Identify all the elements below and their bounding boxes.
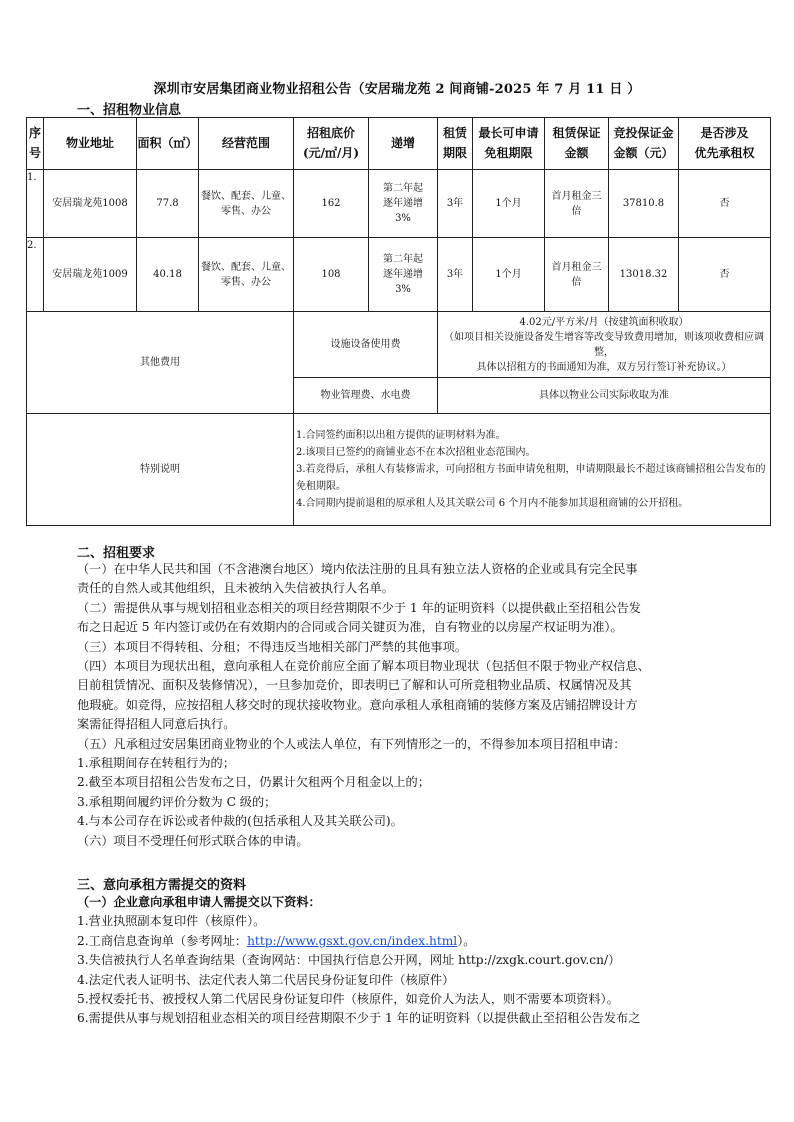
mgmt-fee-label: 物业管理费、水电费 xyxy=(294,378,438,414)
paragraph-line: 3.失信被执行人名单查询结果（查询网站：中国执行信息公开网，网址 http://zxgk.court.gov.cn/） xyxy=(77,953,621,968)
row-bid-deposit: 37810.8 xyxy=(609,170,679,238)
row-term: 3年 xyxy=(438,170,473,238)
paragraph-line: （一）在中华人民共和国（不含港澳台地区）境内依法注册的且具有独立法人资格的企业或具有完全民事 xyxy=(77,562,638,576)
row-deposit: 首月租金三 倍 xyxy=(545,238,609,312)
paragraph-line: （三）本项目不得转租、分租；不得违反当地相关部门严禁的其他事项。 xyxy=(77,639,467,654)
section-2-heading: 二、招租要求 xyxy=(77,546,156,561)
facility-fee-label: 设施设备使用费 xyxy=(294,312,438,378)
header-base-price: 招租底价 (元/㎡/月) xyxy=(294,118,369,170)
special-notes-label: 特别说明 xyxy=(27,414,294,526)
row-area: 40.18 xyxy=(137,238,199,312)
note-item: 2.该项目已签约的商铺业态不在本次招租业态范围内。 xyxy=(296,447,536,458)
other-fees-label: 其他费用 xyxy=(27,312,294,414)
table-row xyxy=(27,170,771,238)
row-scope: 餐饮、配套、儿童、 零售、办公 xyxy=(199,170,294,238)
paragraph-line: 责任的自然人或其他组织，且未被纳入失信被执行人名单。 xyxy=(77,581,394,596)
header-address: 物业地址 xyxy=(44,118,137,170)
paragraph-line: 4.法定代表人证明书、法定代表人第二代居民身份证复印件（核原件） xyxy=(77,972,455,987)
section-3-subheading: （一）企业意向承租申请人需提交以下资料： xyxy=(77,895,321,909)
row-free-period: 1个月 xyxy=(473,238,545,312)
row-address: 安居瑞龙苑1008 xyxy=(44,170,137,238)
row-bid-deposit: 13018.32 xyxy=(609,238,679,312)
mgmt-fee-value: 具体以物业公司实际收取为准 xyxy=(438,378,771,414)
paragraph-line: 5.授权委托书、被授权人第二代居民身份证复印件（核原件，如竞价人为法人，则不需要本项资料）。 xyxy=(77,992,619,1007)
paragraph-line: 6.需提供从事与规划招租业态相关的项目经营期限不少于 1 年的证明资料（以提供截止至招租公告发布之 xyxy=(77,1011,641,1026)
row-seq: 2. xyxy=(27,238,44,312)
header-deposit: 租赁保证 金额 xyxy=(545,118,609,170)
section-3-heading: 三、意向承租方需提交的资料 xyxy=(77,878,247,893)
gsxt-link[interactable]: http://www.gsxt.gov.cn/index.html xyxy=(247,933,458,948)
section-2-body xyxy=(77,560,757,851)
paragraph-line: 1.营业执照副本复印件（核原件）。 xyxy=(77,914,266,929)
section-1-heading: 一、招租物业信息 xyxy=(77,103,182,118)
paragraph-line: （二）需提供从事与规划招租业态相关的项目经营期限不少于 1 年的证明资料（以提供截止至招租公告发 xyxy=(77,600,641,615)
header-free-period: 最长可申请 免租期限 xyxy=(473,118,545,170)
row-term: 3年 xyxy=(438,238,473,312)
facility-fee-value: 4.02元/平方米/月（按建筑面积收取） （如项目相关设施设备发生增容等改变导致费用增加，则该项收费相应调整， 具体以招租方的书面通知为准，双方另行签订补充协议。） xyxy=(438,312,771,378)
special-notes-row xyxy=(27,414,771,526)
row-increase: 第二年起 逐年递增 3% xyxy=(369,170,438,238)
note-item: 免租期限。 xyxy=(296,481,346,492)
paragraph-line: 案需征得招租人同意后执行。 xyxy=(77,717,236,732)
other-fees-row xyxy=(27,312,771,378)
table-row xyxy=(27,238,771,312)
header-seq: 序 号 xyxy=(27,118,44,170)
section-3-body xyxy=(77,893,757,1029)
table-header-row xyxy=(27,118,771,170)
row-deposit: 首月租金三 倍 xyxy=(545,170,609,238)
paragraph-line: 4.与本公司存在诉讼或者仲裁的(包括承租人及其关联公司)。 xyxy=(77,814,403,829)
note-item: 1.合同签约面积以出租方提供的证明材料为准。 xyxy=(296,430,506,441)
row-free-period: 1个月 xyxy=(473,170,545,238)
paragraph-line: 他瑕疵。如竞得，应按招租人移交时的现状接收物业。意向承租人承租商铺的装修方案及店铺招牌设计方 xyxy=(77,697,638,712)
row-base-price: 162 xyxy=(294,170,369,238)
note-item: 4.合同期内提前退租的原承租人及其关联公司 6 个月内不能参加其退租商铺的公开招租。 xyxy=(296,498,689,509)
row-priority: 否 xyxy=(679,238,771,312)
row-increase: 第二年起 逐年递增 3% xyxy=(369,238,438,312)
row-scope: 餐饮、配套、儿童、 零售、办公 xyxy=(199,238,294,312)
row-seq: 1. xyxy=(27,170,44,238)
row-priority: 否 xyxy=(679,170,771,238)
header-priority: 是否涉及 优先承租权 xyxy=(679,118,771,170)
row-address: 安居瑞龙苑1009 xyxy=(44,238,137,312)
property-table xyxy=(26,117,771,526)
header-term: 租赁 期限 xyxy=(438,118,473,170)
document-title: 深圳市安居集团商业物业招租公告（安居瑞龙苑 2 间商铺-2025 年 7 月 11 日 ） xyxy=(153,82,641,97)
header-increase: 递增 xyxy=(369,118,438,170)
paragraph-line: 目前租赁情况、面积及装修情况），一旦参加竞价，即表明已了解和认可所竞租物业品质、权属情况及其 xyxy=(77,678,632,693)
paragraph-line: 1.承租期间存在转租行为的； xyxy=(77,756,235,771)
paragraph-line: （六）项目不受理任何形式联合体的申请。 xyxy=(77,833,309,848)
header-bid-deposit: 竞投保证金 金额（元） xyxy=(609,118,679,170)
paragraph-line: 布之日起近 5 年内签订或仍在有效期内的合同或合同关键页为准，自有物业的以房屋产权证明为准）。 xyxy=(77,620,623,635)
special-notes xyxy=(294,414,771,526)
paragraph-line: 2.截至本项目招租公告发布之日，仍累计欠租两个月租金以上的； xyxy=(77,775,430,790)
paragraph-line: 3.承租期间履约评价分数为 C 级的； xyxy=(77,794,277,809)
row-area: 77.8 xyxy=(137,170,199,238)
paragraph-line: （四）本项目为现状出租，意向承租人在竞价前应全面了解本项目物业现状（包括但不限于物业产权信息、 xyxy=(77,659,650,674)
paragraph-line: 2.工商信息查询单（参考网址：http://www.gsxt.gov.cn/index.html）。 xyxy=(77,933,476,948)
header-scope: 经营范围 xyxy=(199,118,294,170)
note-item: 3.若竞得后，承租人有装修需求，可向招租方书面申请免租期，申请期限最长不超过该商铺招租公告发布的 xyxy=(296,464,766,475)
row-base-price: 108 xyxy=(294,238,369,312)
header-area: 面积（㎡） xyxy=(137,118,199,170)
paragraph-line: （五）凡承租过安居集团商业物业的个人或法人单位，有下列情形之一的，不得参加本项目招租申请： xyxy=(77,736,626,751)
